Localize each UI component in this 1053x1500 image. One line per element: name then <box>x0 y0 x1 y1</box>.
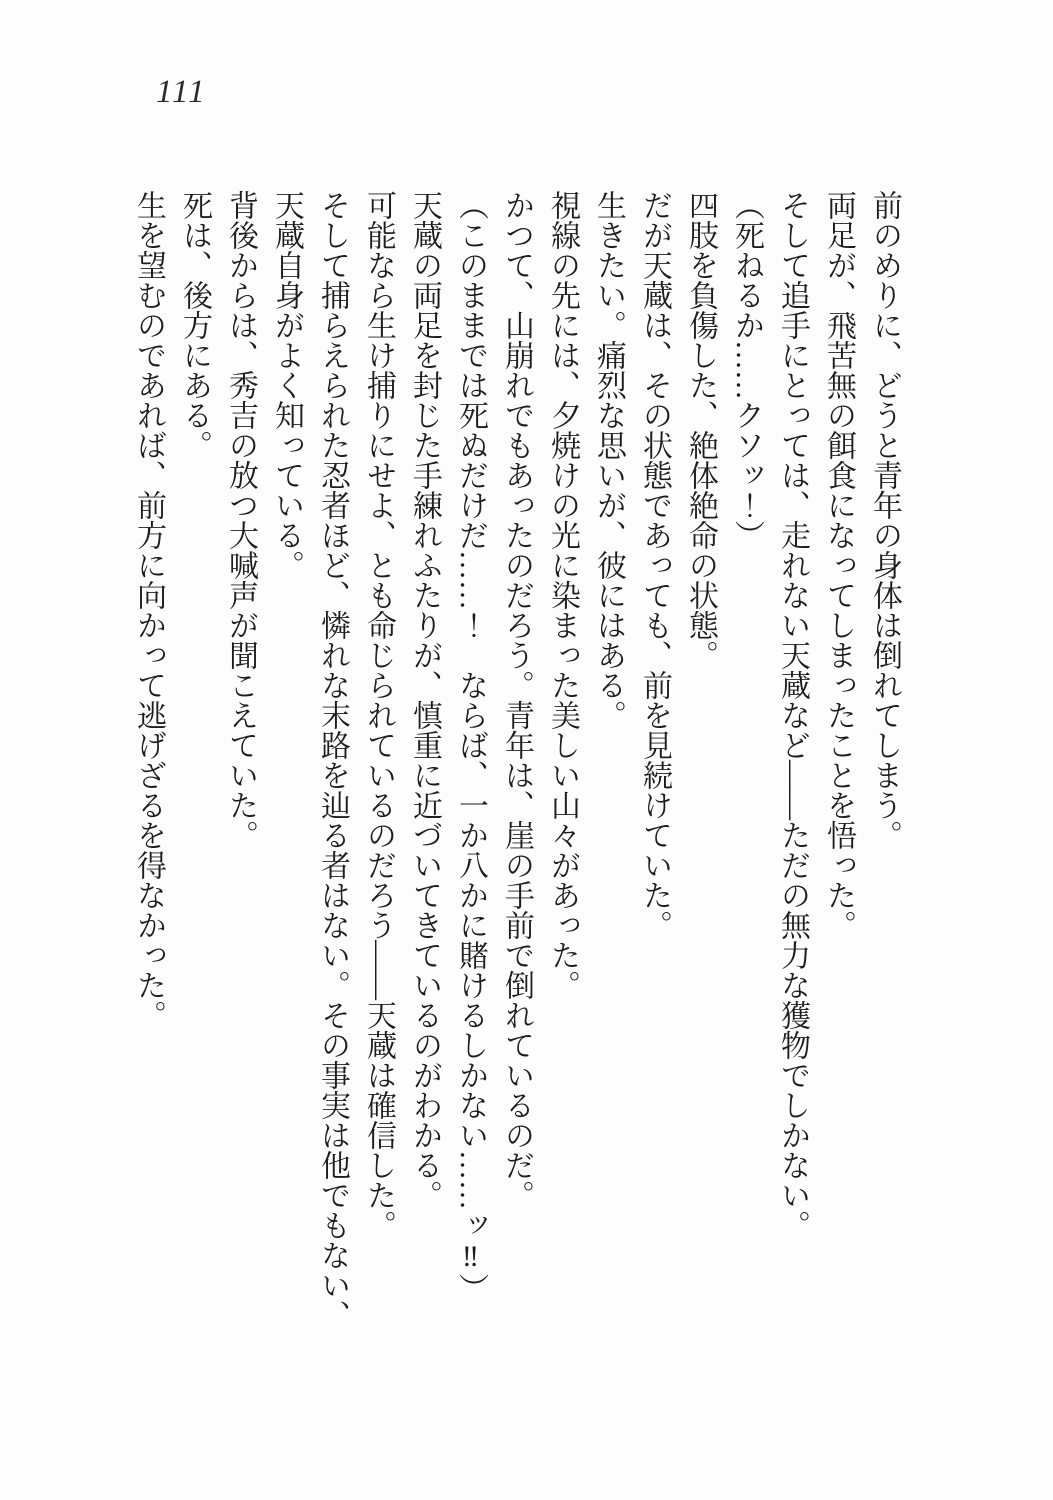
paragraph: 両足が、飛苦無の餌食になってしまったことを悟った。 <box>822 190 855 940</box>
paragraph: 四肢を負傷した、絶体絶命の状態。 <box>684 190 717 670</box>
paragraph: だが天蔵は、その状態であっても、前を見続けていた。 <box>638 190 671 940</box>
paragraph: 可能なら生け捕りにせよ、とも命じられているのだろう――天蔵は確信した。 <box>362 190 395 1240</box>
paragraph: 天蔵の両足を封じた手練れふたりが、慎重に近づいてきているのがわかる。 <box>408 190 441 1210</box>
paragraph: そして捕らえられた忍者ほど、憐れな末路を辿る者はない。その事実は他でもない、天蔵自身がよく知っている。 <box>270 190 349 1330</box>
paragraph: 前のめりに、どうと青年の身体は倒れてしまう。 <box>868 190 901 850</box>
body-text <box>125 190 907 1348</box>
paragraph: 生きたい。痛烈な思いが、彼にはある。 <box>592 190 625 730</box>
paragraph: （このままでは死ぬだけだ……！ ならば、一か八かに賭けるしかない……ッ‼） <box>454 190 487 1303</box>
paragraph: 視線の先には、夕焼けの光に染まった美しい山々があった。 <box>546 190 579 1000</box>
paragraph: 死は、後方にある。 <box>178 190 211 460</box>
paragraph: そして追手にとっては、走れない天蔵など――ただの無力な獲物でしかない。 <box>776 190 809 1240</box>
paragraph: 背後からは、秀吉の放つ大喊声が聞こえていた。 <box>224 190 257 850</box>
paragraph: 生を望むのであれば、前方に向かって逃げざるを得なかった。 <box>132 190 165 1030</box>
page-number: 111 <box>156 74 207 110</box>
paragraph: （死ねるか……クソッ！） <box>730 190 763 550</box>
paragraph: かつて、山崩れでもあったのだろう。青年は、崖の手前で倒れているのだ。 <box>500 190 533 1210</box>
